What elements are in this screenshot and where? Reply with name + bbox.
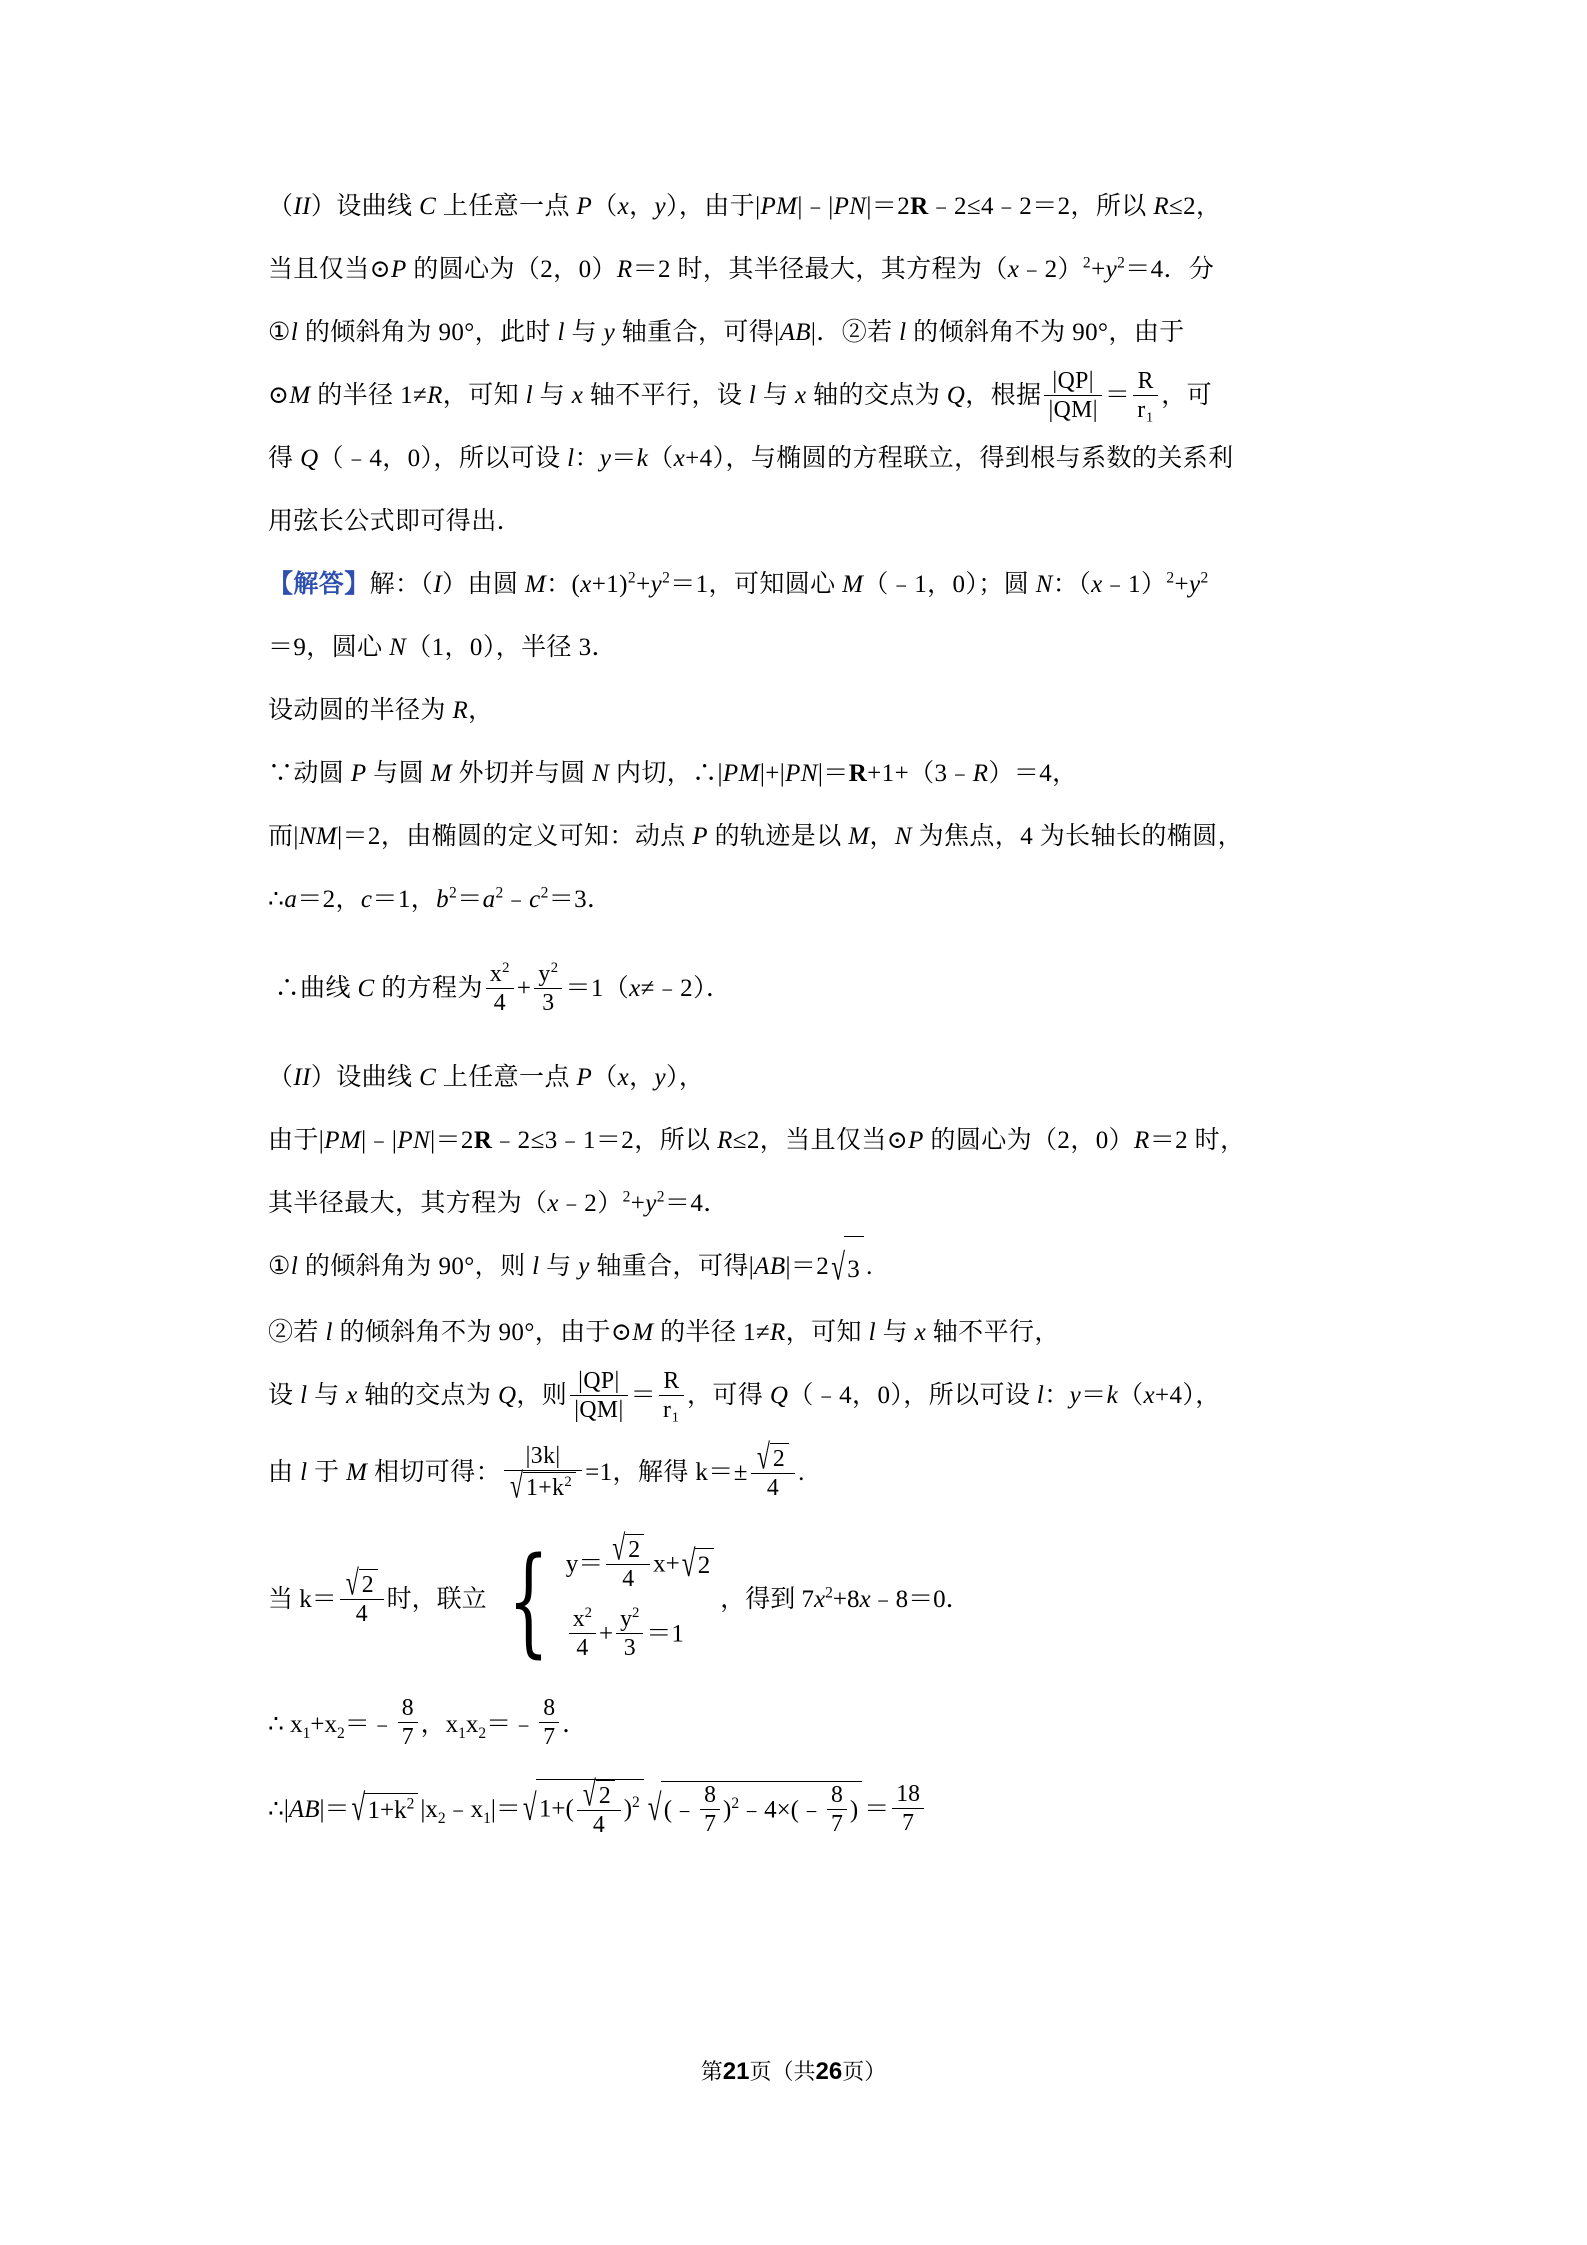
solution-line-17: ∴|AB|＝ √ $1+k^2$ $|x_2﹣x_1|=$ √ 1+( √ $\frac{2}{4}$ )$^2$ √ (﹣ $\frac{8}{7}$ )$^2$﹣4×(﹣ $\frac{8}{7}$ ) ＝ $\frac{18}{7}$ — [268, 1779, 1358, 1841]
sqrt-1-plus-k2-b: √ $1+k^2$ — [351, 1793, 418, 1828]
analysis-line-6: 用弦长公式即可得出． — [268, 508, 523, 535]
fraction-8-7-a: $\frac{8}{7}$ — [398, 1694, 418, 1751]
footer-middle: 页（共 — [749, 2059, 816, 2084]
system-eq-2: $\frac{x^2}{4}$ + $\frac{y^2}{3}$ ＝1 — [566, 1601, 717, 1670]
solution-line-3: 设动圆的半径为 R， — [268, 697, 494, 724]
solution-line-2: ＝9，圆心 N（1，0），半径 3． — [268, 634, 617, 661]
page-content — [268, 175, 1358, 1841]
solution-line-16: ∴ $x_1+x_2=﹣$ $\frac{8}{7}$ ，$x_1x_2=﹣$ $\frac{8}{7}$ ． — [268, 1695, 588, 1751]
solution-line-13: 设 l 与 x 轴的交点为 Q，则 $\frac{|QP|}{|QM|}$ ＝ $\frac{R}{\text{r₁}}$ ，可得 Q（﹣4，0），所以可设 l：y＝k（x+4）， — [268, 1367, 1221, 1423]
solution-line-5: 而|NM|＝2，由椭圆的定义可知：动点 P 的轨迹是以 M，N 为焦点，4 为长轴长的椭圆， — [268, 823, 1243, 850]
solution-line-6: ∴a＝2，c＝1，$b^2=a^2﹣c^2=3$． — [268, 884, 613, 913]
solution-line-11: ①l 的倾斜角为 90°，则 l 与 y 轴重合，可得|AB|＝2 √ 3 . — [268, 1235, 1358, 1301]
analysis-line-3: ①l 的倾斜角为 90°，此时 l 与 y 轴重合，可得|AB|．②若 l 的倾斜角不为 90°，由于 — [268, 319, 1185, 346]
fraction-8-7-d: $\frac{8}{7}$ — [827, 1781, 847, 1838]
footer-prefix: 第 — [700, 2059, 723, 2084]
fraction-x2-4-b: $\frac{x^2}{4}$ — [569, 1605, 596, 1662]
solution-line-4: ∵动圆 P 与圆 M 外切并与圆 N 内切，∴|PM|+|PN|＝R+1+（3﹣R）＝4， — [268, 760, 1078, 787]
sqrt-2-e: √ 2 — [583, 1780, 615, 1810]
fraction-y2-3: $\frac{y^2}{3}$ — [534, 960, 562, 1017]
solution-tag: 【解答】 — [268, 571, 370, 598]
fraction-qp-qm-2: $\frac{|QP|}{|QM|}$ — [570, 1367, 627, 1424]
fraction-x2-4: $\frac{x^2}{4}$ — [486, 960, 514, 1017]
solution-line-8: （II）设曲线 C 上任意一点 P（x，y）， — [268, 1064, 705, 1091]
sqrt-2-b: √ 2 — [346, 1569, 378, 1599]
fraction-qp-qm: $\frac{|QP|}{|QM|}$ — [1044, 367, 1101, 424]
fraction-sqrt2-4: √ $\frac{2}{4}$ — [751, 1442, 795, 1502]
fraction-R-r1: $\frac{R}{\text{r₁}}$ — [1133, 367, 1158, 424]
sqrt-2-d: √ 2 — [682, 1548, 715, 1583]
analysis-line-1: （II）设曲线 C 上任意一点 P（x，y），由于|PM|﹣|PN|＝2R﹣2≤4﹣2＝2，所以 R≤2， — [268, 193, 1222, 220]
sqrt-1-plus-sqrt2-over-4-squared: √ 1+( √ $\frac{2}{4}$ )$^2$ — [523, 1779, 644, 1841]
sqrt-2-c: √ 2 — [612, 1534, 644, 1564]
solution-line-10: 其半径最大，其方程为$(x﹣2)^2+y^2=4$． — [268, 1188, 729, 1217]
solution-line-15: 当 k＝ √ $\frac{2}{4}$ 时，联立 { y＝ √ $\frac{2}{4}$ x+ √ 2 $\frac{x^2}{4}$ + $\frac{y^2}{3}$ ＝1 ，得到 $7x^2+8x﹣8=0$． — [268, 1530, 1358, 1671]
fraction-18-7: $\frac{18}{7}$ — [892, 1780, 924, 1837]
fraction-sqrt2-4-b: √ $\frac{2}{4}$ — [340, 1568, 384, 1628]
analysis-line-4: ⊙M 的半径 1≠R，可知 l 与 x 轴不平行，设 l 与 x 轴的交点为 Q，根据 $\frac{|QP|}{|QM|}$ ＝ $\frac{R}{\text{r₁}}$ ，可 — [268, 367, 1213, 423]
solution-line-9: 由于|PM|﹣|PN|＝2R﹣2≤3﹣1＝2，所以 R≤2，当且仅当⊙P 的圆心为（2，0）R＝2 时， — [268, 1127, 1246, 1154]
solution-line-14: 由 l 于 M 相切可得： |3k| √ $1+k^2$ =1，解得 k＝± √ $\frac{2}{4}$ . — [268, 1441, 1358, 1504]
left-brace-icon: { — [507, 1530, 549, 1669]
system-of-equations — [491, 1530, 717, 1671]
sqrt-2-a: √ 2 — [757, 1443, 789, 1473]
footer-page-number: 21 — [722, 2058, 750, 2085]
fraction-8-7-c: $\frac{8}{7}$ — [700, 1781, 720, 1838]
sqrt-discriminant: √ (﹣ $\frac{8}{7}$ )$^2$﹣4×(﹣ $\frac{8}{7}$ ) — [648, 1781, 862, 1840]
solution-line-7: ∴曲线 C 的方程为 $\frac{x^2}{4}$ + $\frac{y^2}{3}$ ＝1（x≠﹣2）． — [268, 959, 732, 1016]
page-footer — [0, 2055, 1587, 2086]
fraction-sqrt2-4-d: √ $\frac{2}{4}$ — [577, 1779, 621, 1839]
fraction-sqrt2-4-c: √ $\frac{2}{4}$ — [606, 1534, 650, 1594]
system-eq-1: y＝ √ $\frac{2}{4}$ x+ √ 2 — [566, 1530, 717, 1602]
fraction-y2-3-b: $\frac{y^2}{3}$ — [616, 1605, 643, 1662]
footer-total-pages: 26 — [815, 2058, 843, 2085]
fraction-8-7-b: $\frac{8}{7}$ — [539, 1694, 559, 1751]
sqrt-3: √ 3 — [831, 1236, 864, 1301]
footer-suffix: 页） — [842, 2059, 887, 2084]
fraction-R-r1-2: $\frac{R}{\text{r₁}}$ — [659, 1367, 684, 1424]
analysis-line-2: 当且仅当⊙P 的圆心为（2，0）R＝2 时，其半径最大，其方程为$(x﹣2)^2+y^2=4$．分 — [268, 254, 1215, 283]
fraction-3k-sqrt1k2: |3k| √ $1+k^2$ — [504, 1442, 582, 1502]
solution-line-1: 【解答】解：（I）由圆 M：$(x+1)^2+y^2=1$，可知圆心 M（﹣1，0）；圆 N：$(x﹣1)^2+y^2$ — [268, 569, 1209, 598]
solution-line-12: ②若 l 的倾斜角不为 90°，由于⊙M 的半径 1≠R，可知 l 与 x 轴不平行， — [268, 1318, 1060, 1346]
sqrt-1-plus-k2: √ $1+k^2$ — [510, 1472, 576, 1502]
analysis-line-5: 得 Q（﹣4，0），所以可设 l：y＝k（x+4），与椭圆的方程联立，得到根与系数的关系利 — [268, 445, 1234, 472]
